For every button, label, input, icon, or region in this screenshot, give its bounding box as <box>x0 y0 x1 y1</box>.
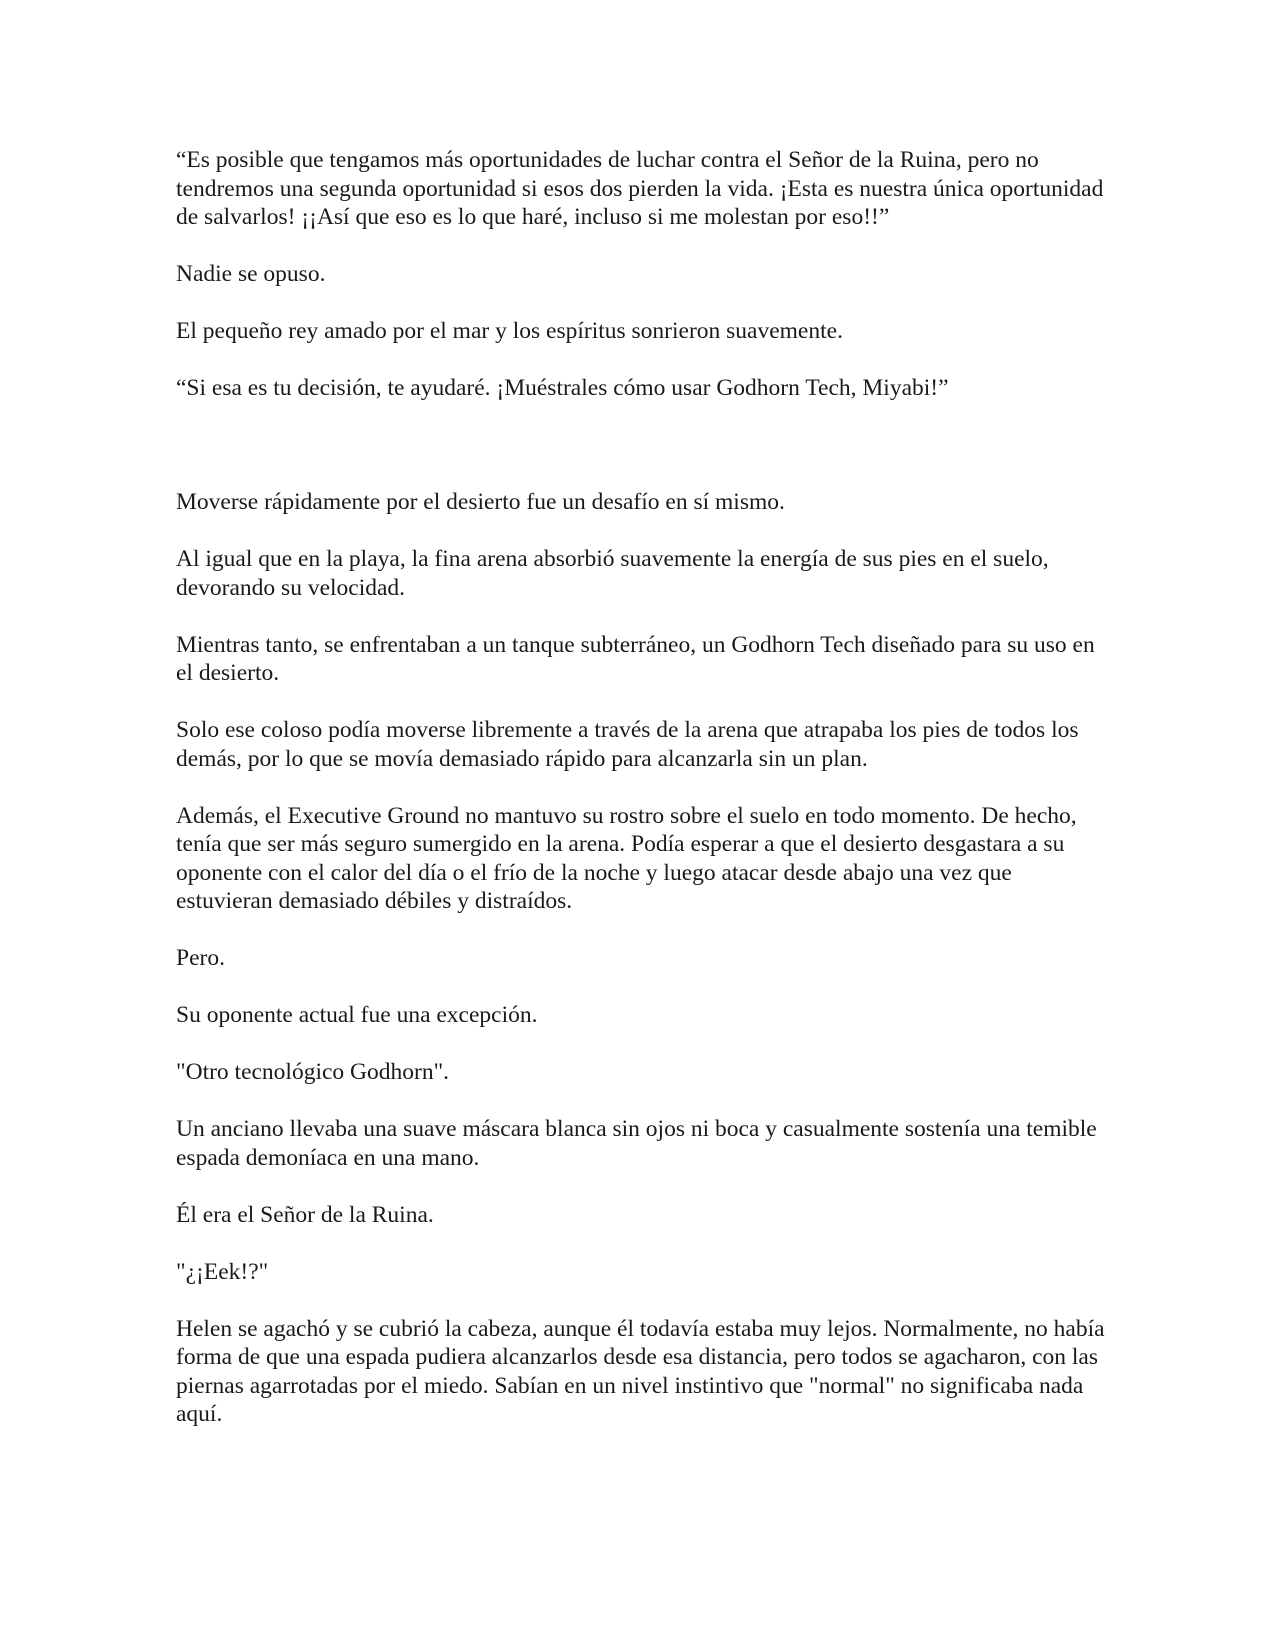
paragraph-3: El pequeño rey amado por el mar y los espíritus sonrieron suavemente. <box>176 318 843 344</box>
paragraph-5: Moverse rápidamente por el desierto fue un desafío en sí mismo. <box>176 489 785 515</box>
paragraph-13: Un anciano llevaba una suave máscara blanca sin ojos ni boca y casualmente sostenía una temible espada demoníaca en una mano. <box>176 1116 1097 1171</box>
paragraph-2: Nadie se opuso. <box>176 261 326 287</box>
paragraph-1: “Es posible que tengamos más oportunidades de luchar contra el Señor de la Ruina, pero no tendremos una segunda oportunidad si esos dos pierden la vida. ¡Esta es nuestra única oportunidad de salvarlos! ¡¡Así que eso es lo que haré, incluso si me molestan por eso!!” <box>176 147 1104 230</box>
paragraph-9: Además, el Executive Ground no mantuvo su rostro sobre el suelo en todo momento. De hecho, tenía que ser más seguro sumergido en la arena. Podía esperar a que el desierto desgastara a su oponente con el calor del día o el frío de la noche y luego atacar desde abajo una vez que estuvieran demasiado débiles y distraídos. <box>176 802 1077 914</box>
paragraph-6: Al igual que en la playa, la fina arena absorbió suavemente la energía de sus pies en el suelo, devorando su velocidad. <box>176 546 1049 601</box>
paragraph-16: Helen se agachó y se cubrió la cabeza, aunque él todavía estaba muy lejos. Normalmente, no había forma de que una espada pudiera alcanzarlos desde esa distancia, pero todos se agacharon, con las piernas agarrotadas por el miedo. Sabían en un nivel instintivo que "normal" no significaba nada aquí. <box>176 1315 1105 1427</box>
paragraph-10: Pero. <box>176 945 225 971</box>
paragraph-4: “Si esa es tu decisión, te ayudaré. ¡Muéstrales cómo usar Godhorn Tech, Miyabi!” <box>176 375 949 401</box>
paragraph-7: Mientras tanto, se enfrentaban a un tanque subterráneo, un Godhorn Tech diseñado para su uso en el desierto. <box>176 631 1095 686</box>
paragraph-15: "¿¡Eek!?" <box>176 1258 269 1285</box>
paragraph-14: Él era el Señor de la Ruina. <box>176 1201 434 1228</box>
paragraph-12: "Otro tecnológico Godhorn". <box>176 1059 450 1085</box>
scene-break <box>176 431 1106 488</box>
document-page <box>176 146 1106 1457</box>
paragraph-11: Su oponente actual fue una excepción. <box>176 1002 538 1028</box>
paragraph-8: Solo ese coloso podía moverse libremente a través de la arena que atrapaba los pies de todos los demás, por lo que se movía demasiado rápido para alcanzarla sin un plan. <box>176 717 1079 772</box>
